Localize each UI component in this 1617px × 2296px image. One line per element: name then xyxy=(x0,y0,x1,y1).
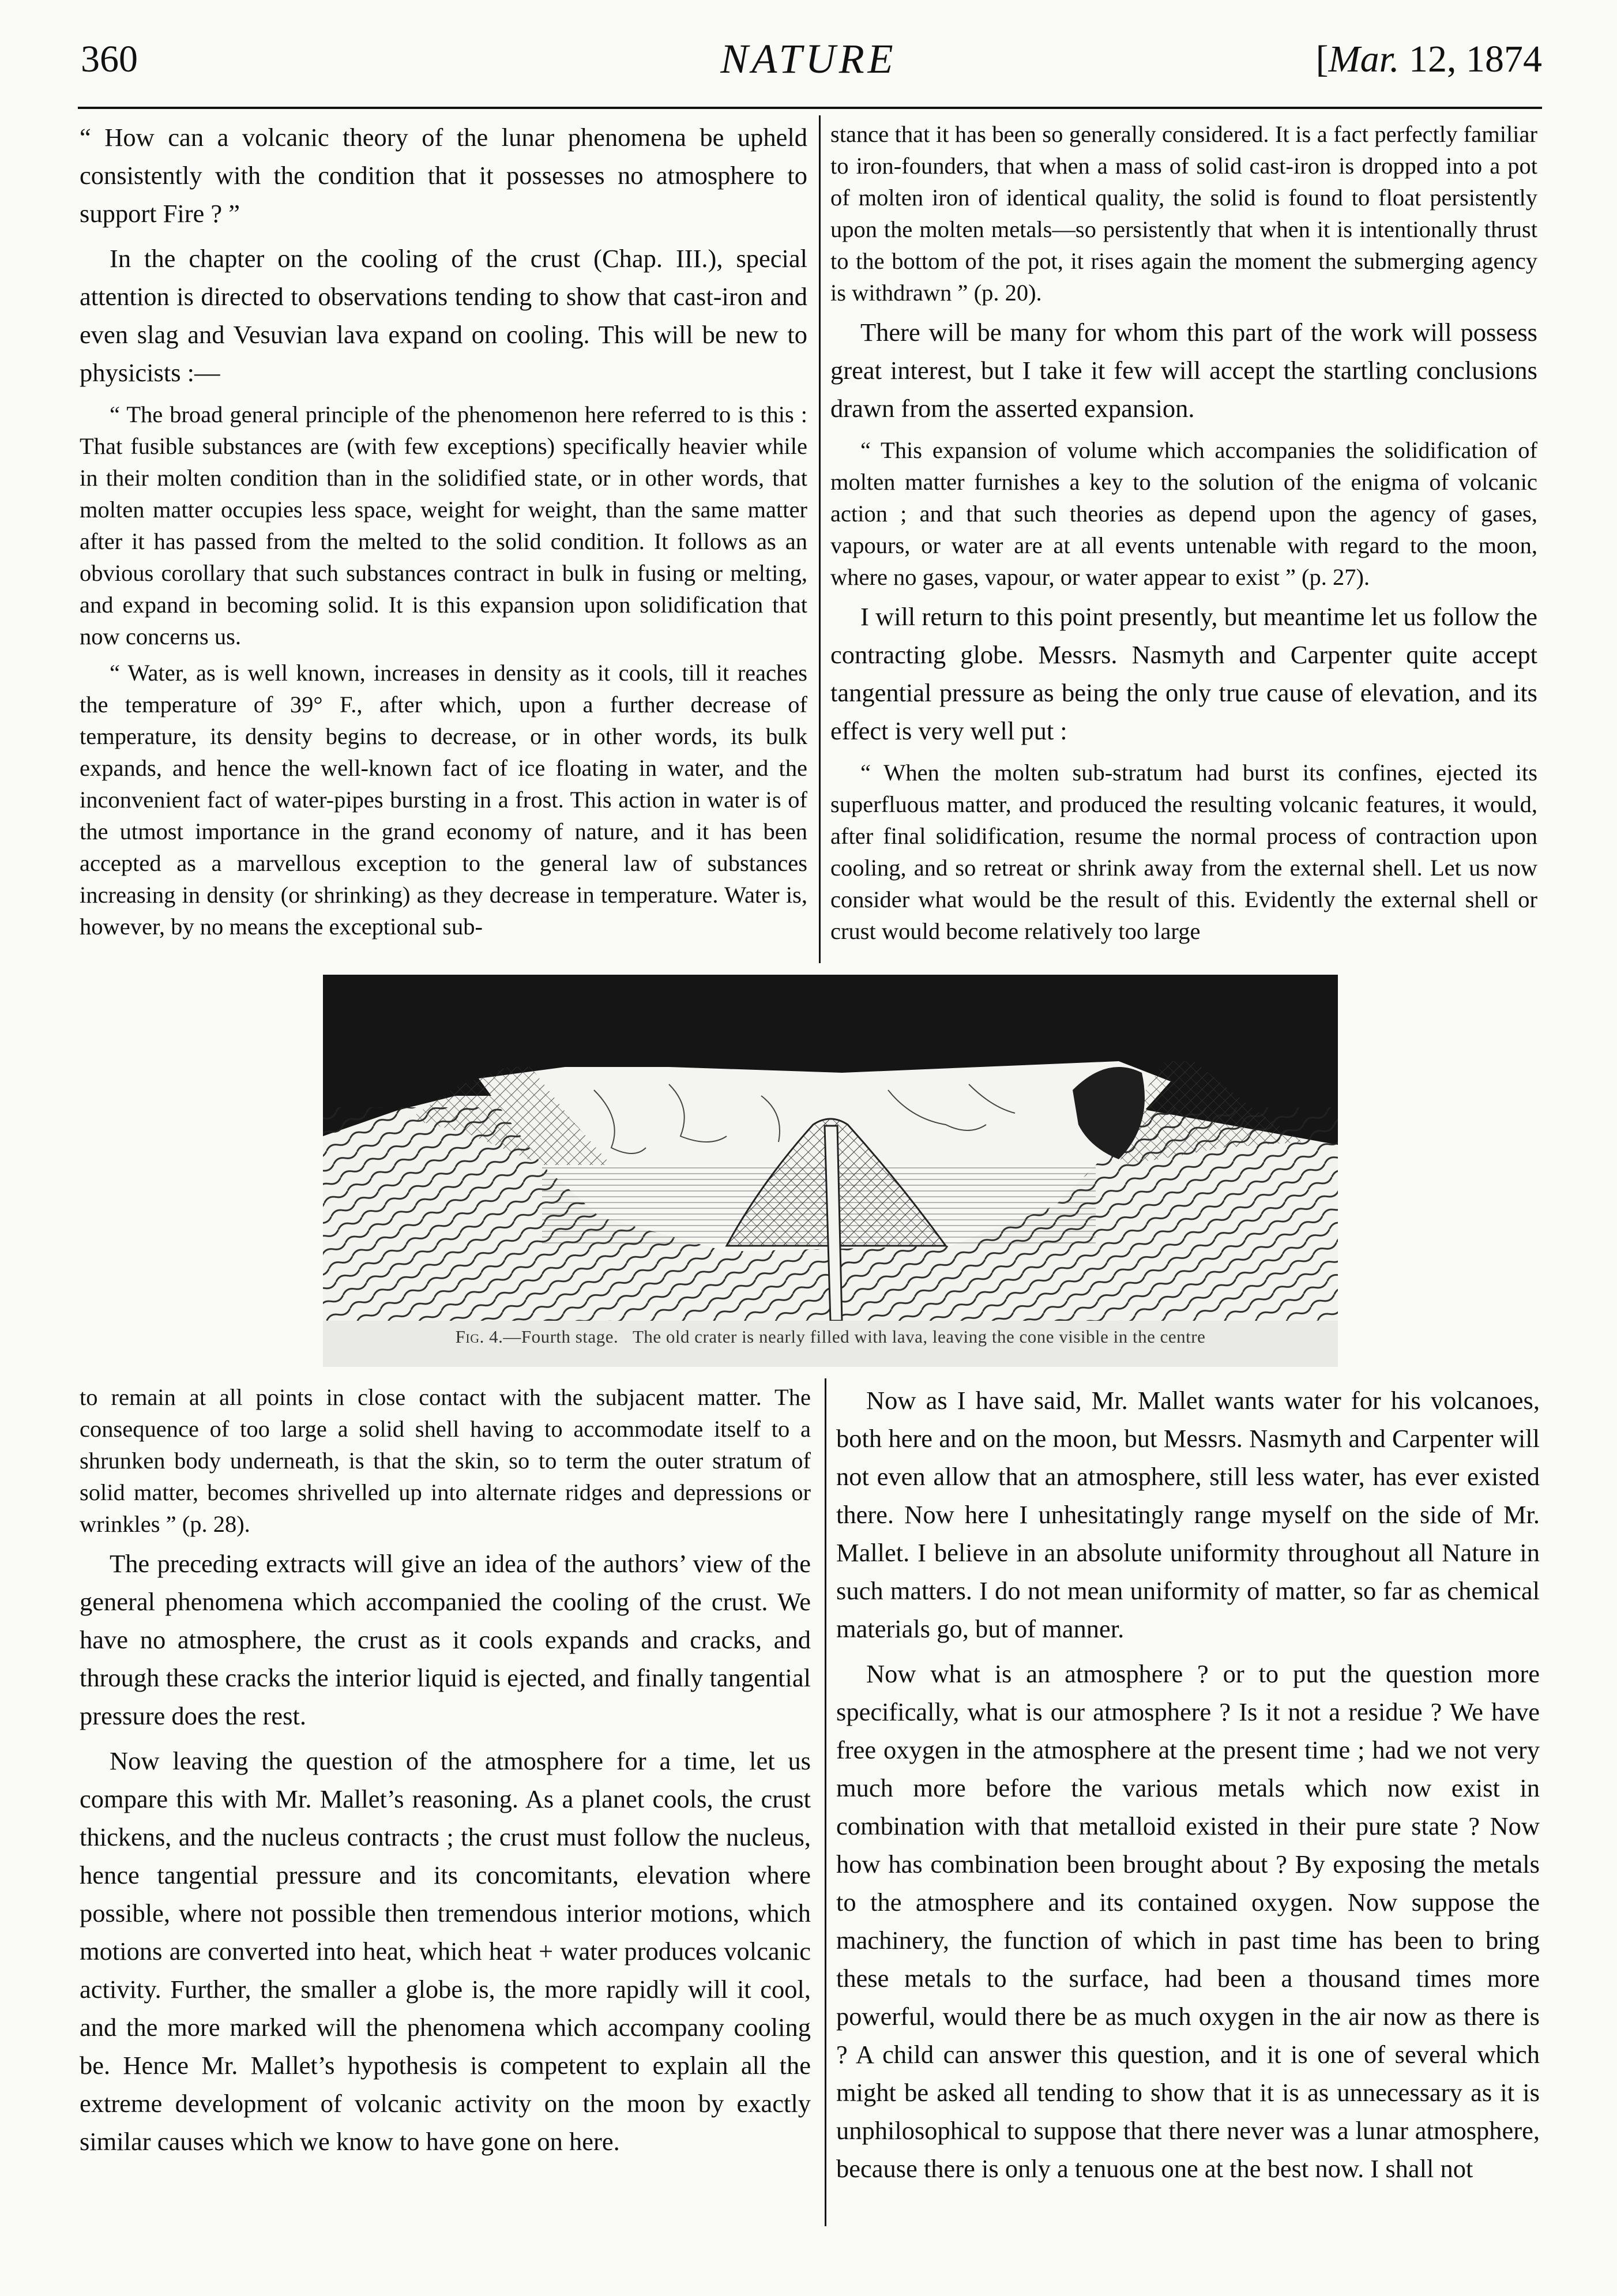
figure-caption-title: —Fourth stage. xyxy=(503,1327,619,1347)
quote-paragraph: “ When the molten sub-stratum had burst its confines, ejected its superfluous matter, and produced the resulting volcanic features, it would, after final solidification, resume the normal process of contraction upon cooling, and so retreat or shrink away from the external shell. Let us now consider what would be the result of this. Evidently the external shell or crust would become relatively too large xyxy=(830,760,1537,944)
column-bottom-right xyxy=(836,1381,1540,2218)
issue-date xyxy=(1316,37,1542,81)
running-header xyxy=(75,32,1542,101)
quote-paragraph: to remain at all points in close contact with the subjacent matter. The consequence of too large a solid shell having to accommodate itself to a shrunken body underneath, is that the skin, so to term the outer stratum of solid matter, becomes shrivelled up into alternate ridges and depressions or wrinkles ” (p. 28). xyxy=(80,1384,811,1537)
paragraph: Now what is an atmosphere ? or to put the question more specifically, what is our atmosphere ? Is it not a residue ? We have free oxygen in the atmosphere at the present time ; had we not very much more before the various metals which now exist in combination with that metalloid existed in their pure state ? Now how has combination been brought about ? By exposing the metals to the atmosphere and its contained oxygen. Now suppose the machinery, the function of which in past time has been to bring these metals to the surface, had been a thousand times more powerful, would there be as much oxygen in the air now as there is ? A child can answer this question, and it is one of several which might be asked all tending to show that it is as unnecessary as it is unphilosophical to suppose that there never was a lunar atmosphere, because there is only a tenuous one at the best now. I shall not xyxy=(836,1659,1540,2183)
crater-illustration xyxy=(323,975,1338,1321)
paragraph: There will be many for whom this part of the work will possess great interest, but I take it few will accept the startling conclusions drawn from the asserted expansion. xyxy=(830,318,1537,423)
quote-paragraph: “ This expansion of volume which accompanies the solidification of molten matter furnishes a key to the solution of the enigma of volcanic action ; and that such theories as depend upon the agency of gases, vapours, or water are at all events untenable with regard to the moon, where no gases, vapour, or water appear to exist ” (p. 27). xyxy=(830,437,1537,590)
paragraph: In the chapter on the cooling of the crust (Chap. III.), special attention is directed to observations tending to show that cast-iron and even slag and Vesuvian lava expand on cooling. This will be new to physicists :— xyxy=(80,244,807,387)
date-rest: 12, 1874 xyxy=(1399,38,1542,80)
date-month: Mar. xyxy=(1328,38,1400,80)
figure-caption-text: The old crater is nearly filled with lava, leaving the cone visible in the centre xyxy=(632,1327,1206,1347)
column-divider xyxy=(819,115,821,963)
quote-paragraph: “ Water, as is well known, increases in density as it cools, till it reaches the temperature of 39° F., after which, upon a further decrease of temperature, its density begins to decrease, or in other words, its bulk expands, and hence the well-known fact of ice floating in water, and the inconvenient fact of water-pipes bursting in a frost. This action in water is of the utmost importance in the grand economy of nature, and it has been accepted as a marvellous exception to the general law of substances increasing in density (or shrinking) as they decrease in temperature. Water is, however, by no means the exceptional sub- xyxy=(80,660,807,940)
quote-paragraph: stance that it has been so generally considered. It is a fact perfectly familiar to iron-founders, that when a mass of solid cast-iron is dropped into a pot of molten iron of identical quality, the solid is found to float persistently upon the molten metals—so persistently that when it is intentionally thrust to the bottom of the pot, it rises again the moment the submerging agency is withdrawn ” (p. 20). xyxy=(830,121,1537,306)
column-top-right xyxy=(830,118,1537,957)
quote-paragraph: “ The broad general principle of the phenomenon here referred to is this : That fusible substances are (with few exceptions) specifically heavier while in their molten condition than in the solidified state, or in other words, that molten matter occupies less space, weight for weight, than the same matter after it has passed from the melted to the solid condition. It follows as an obvious corollary that such substances contract in bulk in fusing or melting, and expand in becoming solid. It is this expansion upon solidification that now concerns us. xyxy=(80,401,807,649)
figure-label: Fig. 4. xyxy=(455,1327,503,1347)
paragraph: “ How can a volcanic theory of the lunar phenomena be upheld consistently with the condition that it possesses no atmosphere to support Fire ? ” xyxy=(80,123,807,228)
date-bracket: [ xyxy=(1315,38,1329,80)
page-number: 360 xyxy=(81,38,138,80)
column-bottom-left xyxy=(80,1381,811,2218)
column-top-left xyxy=(80,118,807,957)
paragraph: Now leaving the question of the atmosphere for a time, let us compare this with Mr. Mallet’s reasoning. As a planet cools, the crust thickens, and the nucleus contracts ; the crust must follow the nucleus, hence tangential pressure and its concomitants, elevation where possible, where not possible then tremendous interior motions, which motions are converted into heat, which heat + water produces volcanic activity. Further, the smaller a globe is, the more rapidly will it cool, and the more marked will the phenomena which accompany cooling be. Hence Mr. Mallet’s hypothesis is competent to explain all the extreme development of volcanic activity on the moon by exactly similar causes which we know to have gone on here. xyxy=(80,1746,811,2156)
figure-caption xyxy=(323,1327,1338,1347)
paragraph: Now as I have said, Mr. Mallet wants water for his volcanoes, both here and on the moon, but Messrs. Nasmyth and Carpenter will not even allow that an atmosphere, still less water, has ever existed there. Now here I unhesitatingly range myself on the side of Mr. Mallet. I believe in an absolute uniformity throughout all Nature in such matters. I do not mean uniformity of matter, so far as chemical materials go, but of manner. xyxy=(836,1386,1540,1643)
paragraph: I will return to this point presently, but meantime let us follow the contracting globe. Messrs. Nasmyth and Carpenter quite accept tangential pressure as being the only true cause of elevation, and its effect is very well put : xyxy=(830,602,1537,745)
header-rule xyxy=(78,107,1542,109)
paragraph: The preceding extracts will give an idea of the authors’ view of the general phenomena which accompanied the cooling of the crust. We have no atmosphere, the crust as it cools expands and cracks, and through these cracks the interior liquid is ejected, and finally tangential pressure does the rest. xyxy=(80,1549,811,1730)
figure-4 xyxy=(323,975,1338,1367)
journal-title: NATURE xyxy=(720,36,897,82)
column-divider xyxy=(825,1378,826,2226)
